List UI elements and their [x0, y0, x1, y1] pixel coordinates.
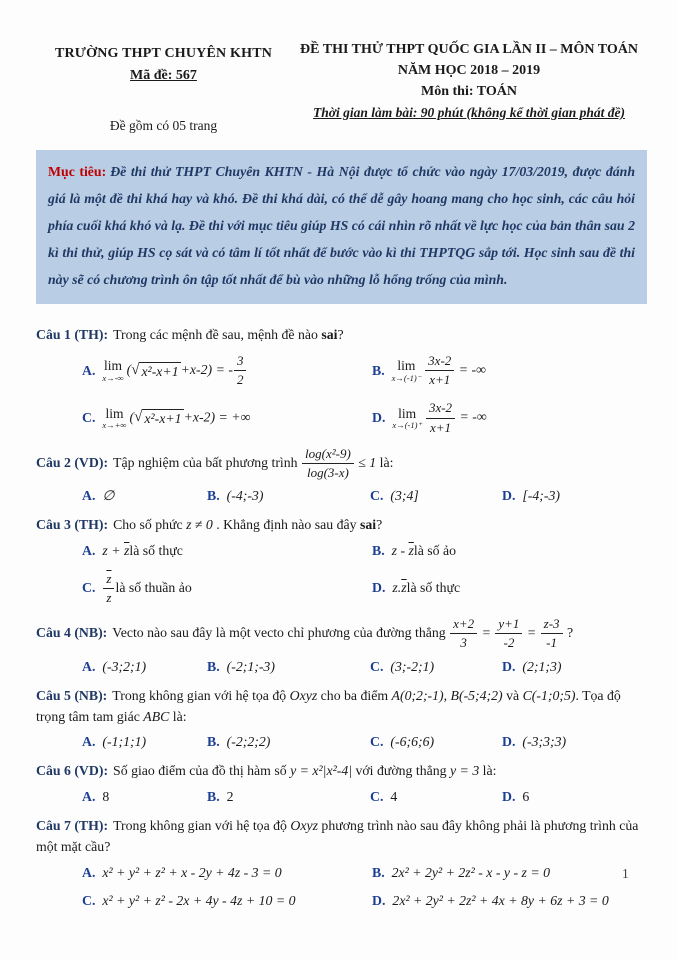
option-content [390, 734, 434, 750]
document-header [36, 42, 647, 134]
option-content [102, 488, 114, 504]
math-formula: ∅ [102, 488, 115, 504]
answer-option [82, 543, 372, 559]
question [36, 685, 647, 751]
math-formula: $z + \overline{z}$ [102, 542, 130, 558]
option-letter: A. [82, 734, 96, 750]
question-stem: Câu 5 (NB): Trong không gian với hệ tọa độ Oxyz cho ba điểm A(0;2;-1), B(-5;4;2) và C(-1;0;5). Tọa độ trọng tâm tam giác ABC là: [36, 687, 621, 725]
math-formula: lim x→-∞ ( √ x²-x+1 +x-2) = - $\frac{3}{2}$ [102, 353, 247, 389]
question [36, 616, 647, 675]
math-formula: $\frac{\overline{z}}{z}$ [102, 571, 115, 607]
objective-box [36, 150, 647, 304]
answer-option [372, 400, 647, 436]
option-content: z - $\overline{z}$ là số ảo [391, 542, 457, 558]
answer-option [372, 571, 647, 607]
objective-label: Mục tiêu: [48, 164, 107, 179]
answer-option [82, 571, 372, 607]
question-label: Câu 6 (VD): [36, 763, 109, 779]
option-content [227, 488, 264, 504]
math-formula: y = 3 [449, 763, 480, 779]
question-label: Câu 7 (TH): [36, 817, 109, 833]
answer-option [82, 353, 372, 389]
option-letter: C. [82, 410, 96, 426]
answer-option [372, 353, 647, 389]
math-formula: x² + y² + z² + x - 2y + 4z - 3 = 0 [102, 864, 282, 880]
option-letter: B. [372, 542, 385, 558]
option-content: 8 [102, 788, 110, 804]
answer-option [82, 734, 207, 750]
option-letter: B. [207, 734, 220, 750]
option-letter: C. [370, 734, 384, 750]
option-letter: D. [502, 488, 516, 504]
option-letter: B. [207, 788, 220, 804]
math-formula: lim x→(-1)⁻ $\frac{3x-2}{x+1}$ = -∞ [391, 352, 486, 388]
answer-option [207, 789, 370, 805]
math-formula: z - $\overline{z}$ [391, 542, 414, 558]
option-letter: D. [502, 788, 516, 804]
option-content: 4 [390, 788, 398, 804]
question-stem: Câu 4 (NB): Vecto nào sau đây là một vecto chỉ phương của đường thẳng $\frac{x+2}{3}$ = $\frac{y+1}{-2}$ = $\frac{z-3}{-1}$ ? [36, 616, 574, 651]
option-content [227, 659, 275, 675]
math-formula: $\frac{\text{log(x²-9)}}{\log(3-x)}$ ≤ 1 [301, 455, 376, 470]
math-formula: Oxyz [289, 687, 318, 703]
answer-option [207, 488, 370, 504]
question [36, 324, 647, 435]
option-letter: B. [372, 362, 385, 378]
header-right-column [291, 42, 647, 121]
math-formula: (-3;2;1) [102, 658, 147, 674]
math-formula: [-4;-3) [522, 488, 560, 504]
option-content [522, 734, 566, 750]
math-formula: (2;1;3) [522, 658, 562, 674]
question-label: Câu 4 (NB): [36, 625, 108, 641]
math-formula: (3;4] [390, 488, 419, 504]
option-content [227, 734, 271, 750]
question [36, 446, 647, 505]
option-letter: A. [82, 658, 96, 674]
math-formula: (-4;-3) [226, 488, 264, 504]
math-formula: y = x²|x²-4| [290, 763, 353, 779]
option-content [102, 734, 146, 750]
question-stem: Câu 2 (VD): Tập nghiệm của bất phương trình $\frac{\text{log(x²-9)}}{\log(3-x)}$ ≤ 1 là: [36, 445, 394, 481]
option-letter: A. [82, 362, 96, 378]
answer-option [502, 659, 647, 675]
math-formula: C(-1;0;5) [522, 687, 576, 703]
option-content: 2 [226, 788, 234, 804]
question-label: Câu 5 (NB): [36, 687, 108, 703]
option-content [102, 407, 250, 430]
math-formula: 2x² + 2y² + 2z² + 4x + 8y + 6z + 3 = 0 [392, 892, 609, 908]
question [36, 514, 647, 606]
answer-option [372, 893, 647, 909]
exam-code: Mã đề: 567 [130, 68, 197, 83]
school-year: NĂM HỌC 2018 – 2019 [397, 63, 541, 78]
answer-options [36, 488, 647, 504]
option-content: $z.\overline{z}$ là số thực [392, 580, 461, 596]
option-content [392, 865, 550, 881]
question-label: Câu 3 (TH): [36, 517, 109, 533]
option-content [522, 659, 561, 675]
question-label: Câu 1 (TH): [36, 327, 109, 343]
answer-option [370, 488, 502, 504]
option-content [102, 865, 281, 881]
answer-options [36, 789, 647, 805]
math-formula: Oxyz [290, 817, 318, 833]
math-formula: 2x² + 2y² + 2z² - x - y - z = 0 [391, 864, 550, 880]
question-stem: Câu 1 (TH): Trong các mệnh đề sau, mệnh đề nào sai? [36, 327, 344, 343]
answer-option [370, 659, 502, 675]
answer-option [502, 734, 647, 750]
answer-option [82, 865, 372, 881]
option-content [102, 353, 247, 389]
math-formula: (3;-2;1) [390, 658, 435, 674]
question-stem: Câu 6 (VD): Số giao điểm của đồ thị hàm số y = x²|x²-4| với đường thẳng y = 3 là: [36, 763, 497, 779]
option-letter: C. [82, 892, 96, 908]
question-stem: Câu 7 (TH): Trong không gian với hệ tọa độ Oxyz phương trình nào sau đây không phải là phương trình của một mặt cầu? [36, 817, 639, 855]
answer-option [207, 734, 370, 750]
math-formula: x² + y² + z² - 2x + 4y - 4z + 10 = 0 [102, 892, 296, 908]
option-content [392, 353, 486, 389]
option-content [390, 659, 434, 675]
option-content [392, 893, 608, 909]
answer-options [36, 659, 647, 675]
option-letter: D. [372, 580, 386, 596]
option-content: 6 [522, 788, 530, 804]
pages-note: Đề gồm có 05 trang [109, 118, 218, 133]
option-letter: C. [370, 788, 384, 804]
option-letter: A. [82, 488, 96, 504]
answer-option [82, 659, 207, 675]
option-content [392, 400, 486, 436]
option-content: $z + \overline{z}$ là số thực [102, 542, 183, 558]
option-letter: D. [502, 658, 516, 674]
objective-text: Đề thi thử THPT Chuyên KHTN - Hà Nội được tổ chức vào ngày 17/03/2019, được đánh giá là một đề thi khá hay và khó. Đề thi khá dài, có thể dễ gây hoang mang cho học sinh, các câu hỏi phía cuối khá khó và lạ. Đề thi với mục tiêu giúp HS có cái nhìn rõ nhất về lực học của bản thân sau 2 kì thi thử, giúp HS cọ sát và có tâm lí tốt nhất để bước vào kì thi THPTQG sắp tới. Học sinh sau đề thi này sẽ có chương trình ôn tập tốt nhất để bù vào những lỗ hổng trống của mình. [48, 164, 635, 287]
option-letter: C. [82, 580, 96, 596]
math-formula: (-3;3;3) [522, 734, 567, 750]
answer-options [36, 543, 647, 607]
math-formula: (-2;2;2) [226, 734, 271, 750]
answer-option [82, 400, 372, 436]
school-name: TRƯỜNG THPT CHUYÊN KHTN [54, 46, 273, 61]
answer-option [372, 865, 647, 881]
subject-line: Môn thi: TOÁN [421, 84, 517, 99]
option-content [102, 659, 146, 675]
question [36, 815, 647, 909]
math-formula: ABC [143, 709, 170, 725]
math-formula: lim x→+∞ ( √ x²-x+1 +x-2) = +∞ [102, 405, 251, 431]
answer-option [370, 789, 502, 805]
math-formula: (-1;1;1) [102, 734, 147, 750]
math-formula: A(0;2;-1), B(-5;4;2) [391, 687, 503, 703]
option-content [102, 893, 295, 909]
option-letter: B. [207, 488, 220, 504]
answer-option [370, 734, 502, 750]
option-letter: D. [372, 410, 386, 426]
page-number: 1 [622, 866, 629, 881]
math-formula: z ≠ 0 [186, 517, 213, 533]
header-left-column [36, 42, 291, 134]
math-formula: (-6;6;6) [390, 734, 435, 750]
option-content: $\frac{\overline{z}}{z}$ là số thuần ảo [102, 571, 191, 607]
question [36, 760, 647, 804]
answer-option [372, 543, 647, 559]
answer-option [82, 893, 372, 909]
answer-option [207, 659, 370, 675]
question-label: Câu 2 (VD): [36, 454, 109, 470]
option-letter: A. [82, 864, 96, 880]
math-formula: $\frac{x+2}{3}$ = $\frac{y+1}{-2}$ = $\frac{z-3}{-1}$ [449, 625, 563, 640]
option-letter: A. [82, 542, 96, 558]
answer-options [36, 865, 647, 909]
exam-title: ĐỀ THI THỬ THPT QUỐC GIA LẦN II – MÔN TOÁN [300, 42, 638, 57]
option-letter: A. [82, 788, 96, 804]
answer-option [502, 789, 647, 805]
answer-option [82, 488, 207, 504]
question-stem: Câu 3 (TH): Cho số phức z ≠ 0 . Khẳng định nào sau đây sai? [36, 517, 383, 533]
option-letter: D. [372, 892, 386, 908]
option-content [522, 488, 560, 504]
math-formula: (-2;1;-3) [226, 658, 275, 674]
duration-line: Thời gian làm bài: 90 phút (không kể thời gian phát đề) [313, 105, 625, 120]
option-letter: D. [502, 734, 516, 750]
option-letter: C. [370, 658, 384, 674]
answer-options [36, 353, 647, 436]
option-letter: B. [372, 864, 385, 880]
answer-option [502, 488, 647, 504]
option-content [390, 488, 418, 504]
questions-list [36, 324, 647, 908]
answer-option [82, 789, 207, 805]
math-formula: lim x→(-1)⁺ $\frac{3x-2}{x+1}$ = -∞ [392, 400, 487, 435]
option-letter: B. [207, 658, 220, 674]
answer-options [36, 734, 647, 750]
option-letter: C. [370, 488, 384, 504]
math-formula: $z.\overline{z}$ [392, 580, 407, 596]
